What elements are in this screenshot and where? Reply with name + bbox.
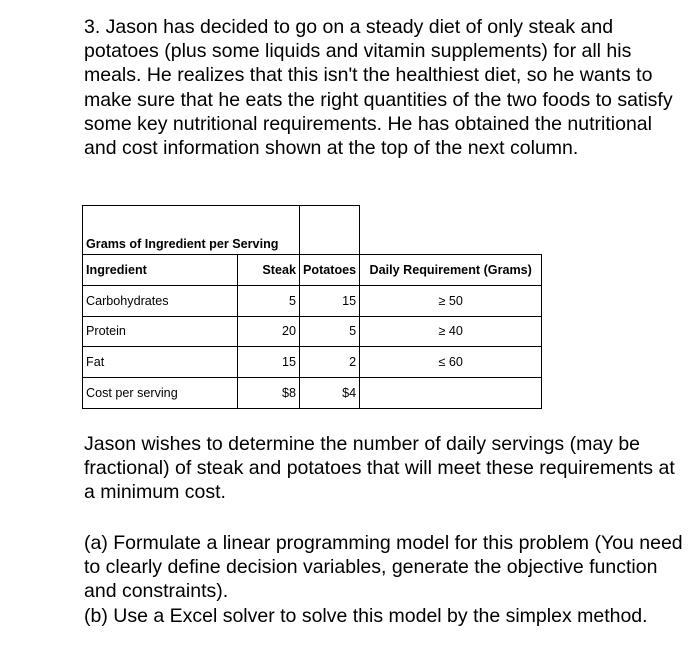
steak-cost: $8: [238, 378, 300, 409]
potatoes-value: 15: [300, 285, 360, 316]
header-potatoes: Potatoes: [300, 255, 360, 286]
requirement-value: ≥ 40: [360, 316, 542, 347]
potatoes-value: 2: [300, 347, 360, 378]
nutrition-table: [82, 205, 542, 409]
steak-value: 15: [238, 347, 300, 378]
header-ingredient: Ingredient: [83, 255, 238, 286]
row-label: Fat: [83, 347, 238, 378]
questions: [84, 531, 684, 628]
table-row: [83, 285, 542, 316]
table-title: Grams of Ingredient per Serving: [83, 206, 300, 255]
problem-goal: Jason wishes to determine the number of daily servings (may be fractional) of steak and potatoes that will meet these requirements at a minimum cost.: [84, 433, 675, 504]
table-row: [83, 378, 542, 409]
header-steak: Steak: [238, 255, 300, 286]
question-a: (a) Formulate a linear programming model for this problem (You need to clearly define decision variables, generate the objective function and constraints).: [84, 532, 683, 603]
steak-value: 5: [238, 285, 300, 316]
header-daily-requirement: Daily Requirement (Grams): [360, 255, 542, 286]
table-row: [83, 316, 542, 347]
potatoes-value: 5: [300, 316, 360, 347]
table-header-row: [83, 255, 542, 286]
row-label: Cost per serving: [83, 378, 238, 409]
problem-intro: 3. Jason has decided to go on a steady diet of only steak and potatoes (plus some liquids and vitamin supplements) for all his meals. He realizes that this isn't the healthiest diet, so he wants to make sure that he eats the right quantities of the two foods to satisfy some key nutritional requirements. He has obtained the nutritional and cost information shown at the top of the next column.: [84, 16, 673, 160]
question-b: (b) Use a Excel solver to solve this model by the simplex method.: [84, 604, 648, 627]
requirement-value: ≤ 60: [360, 347, 542, 378]
requirement-value: [360, 378, 542, 409]
row-label: Carbohydrates: [83, 285, 238, 316]
table-title-row: [83, 206, 542, 255]
table-row: [83, 347, 542, 378]
steak-value: 20: [238, 316, 300, 347]
table-title-empty: [360, 206, 542, 255]
table-title-spacer: [300, 206, 360, 255]
row-label: Protein: [83, 316, 238, 347]
potatoes-cost: $4: [300, 378, 360, 409]
requirement-value: ≥ 50: [360, 285, 542, 316]
